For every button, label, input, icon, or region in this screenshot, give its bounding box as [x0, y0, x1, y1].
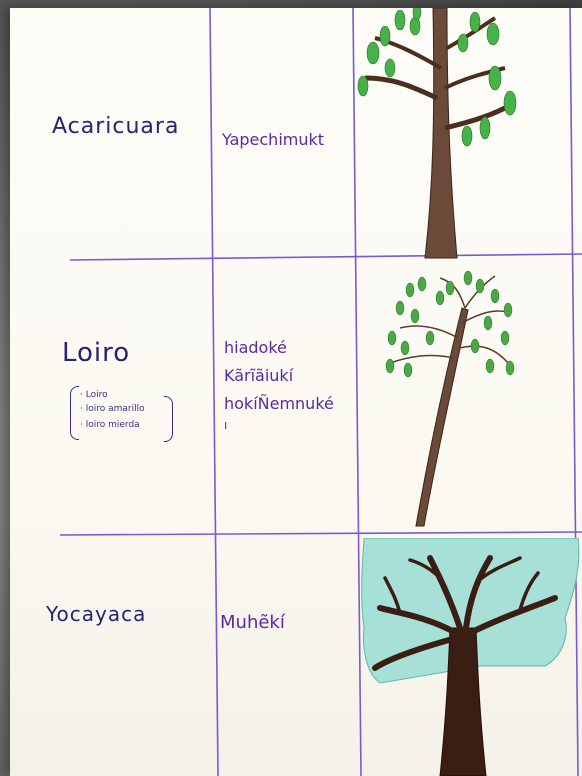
row-2-local-name-4: ı	[224, 418, 228, 432]
row-2-local-name-3: hokíÑemnuké	[224, 394, 334, 413]
variant-1: · Loiro	[80, 390, 108, 400]
tree-drawing-3	[360, 538, 582, 776]
row-2-local-name-2: Kãrĩãiukí	[224, 366, 294, 385]
row-1-local-name: Yapechimukt	[222, 130, 325, 149]
tree-drawing-1	[355, 8, 555, 260]
variant-3: · loiro mierda	[80, 420, 140, 430]
row-1-common-name: Acaricuara	[52, 114, 180, 139]
row-2-common-name: Loiro	[62, 338, 131, 368]
row-3-local-name: Muhẽkí	[220, 612, 285, 633]
row-2-local-name-1: hiadoké	[224, 338, 287, 357]
variant-2: · loiro amarillo	[80, 404, 145, 414]
variants-bracket-right	[164, 396, 173, 442]
tree-drawing-2	[370, 268, 540, 530]
variants-bracket-left	[70, 386, 79, 440]
paper-sheet	[10, 8, 582, 776]
row-3-common-name: Yocayaca	[46, 602, 147, 626]
